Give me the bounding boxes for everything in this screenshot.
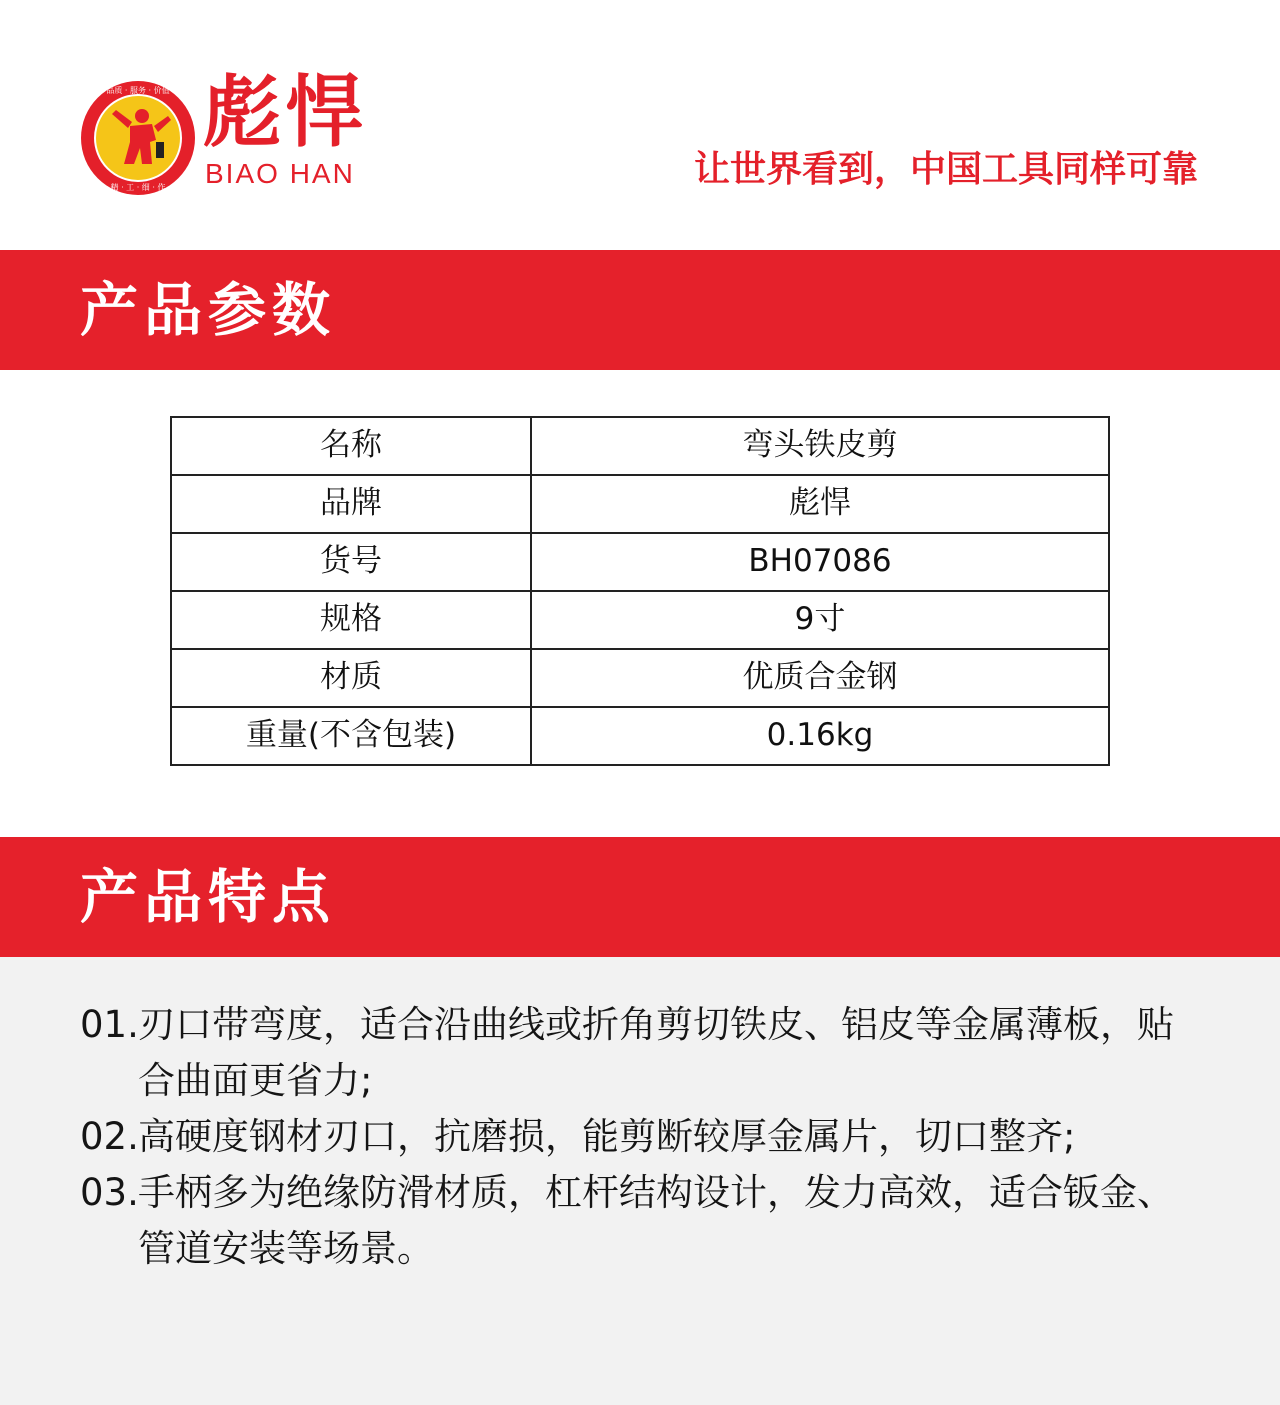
spec-label: 规格 bbox=[171, 591, 531, 649]
brand-name-cn: 彪悍 bbox=[203, 67, 368, 158]
params-section-title: 产品参数 bbox=[80, 276, 337, 344]
feature-number: 03. bbox=[80, 1171, 139, 1214]
brand-name-en: BIAO HAN bbox=[205, 158, 355, 189]
spec-label: 名称 bbox=[171, 417, 531, 475]
spec-value: 0.16kg bbox=[531, 707, 1109, 765]
feature-item bbox=[80, 1165, 1210, 1277]
feature-text: 高硬度钢材刃口，抗磨损，能剪断较厚金属片，切口整齐; bbox=[138, 1115, 1076, 1158]
spec-label: 货号 bbox=[171, 533, 531, 591]
logo-ring-text: 品质 · 服务 · 价值 bbox=[106, 86, 170, 95]
feature-number: 02. bbox=[80, 1115, 139, 1158]
feature-number: 01. bbox=[80, 1003, 139, 1046]
spec-value: 弯头铁皮剪 bbox=[531, 417, 1109, 475]
spec-label: 重量(不含包装) bbox=[171, 707, 531, 765]
feature-text: 手柄多为绝缘防滑材质，杠杆结构设计，发力高效，适合钣金、管道安装等场景。 bbox=[138, 1171, 1174, 1270]
brand-logo-icon bbox=[80, 80, 196, 196]
features-section-title: 产品特点 bbox=[80, 863, 337, 931]
spec-value: 彪悍 bbox=[531, 475, 1109, 533]
spec-label: 品牌 bbox=[171, 475, 531, 533]
table-row bbox=[171, 591, 1109, 649]
spec-value: 9寸 bbox=[531, 591, 1109, 649]
table-row bbox=[171, 475, 1109, 533]
brand-slogan: 让世界看到，中国工具同样可靠 bbox=[693, 149, 1198, 190]
spec-value: 优质合金钢 bbox=[531, 649, 1109, 707]
features-section-banner bbox=[0, 837, 1280, 957]
features-panel bbox=[0, 957, 1280, 1405]
page-header bbox=[0, 0, 1280, 250]
spec-table bbox=[170, 416, 1110, 766]
spec-label: 材质 bbox=[171, 649, 531, 707]
spec-value: BH07086 bbox=[531, 533, 1109, 591]
feature-item bbox=[80, 997, 1210, 1109]
table-row bbox=[171, 649, 1109, 707]
table-row bbox=[171, 707, 1109, 765]
table-row bbox=[171, 533, 1109, 591]
params-section-banner bbox=[0, 250, 1280, 370]
feature-item bbox=[80, 1109, 1210, 1165]
svg-text:精 · 工 · 细 · 作: 精 · 工 · 细 · 作 bbox=[110, 183, 166, 192]
feature-text: 刃口带弯度，适合沿曲线或折角剪切铁皮、铝皮等金属薄板，贴合曲面更省力; bbox=[138, 1003, 1174, 1102]
table-row bbox=[171, 417, 1109, 475]
